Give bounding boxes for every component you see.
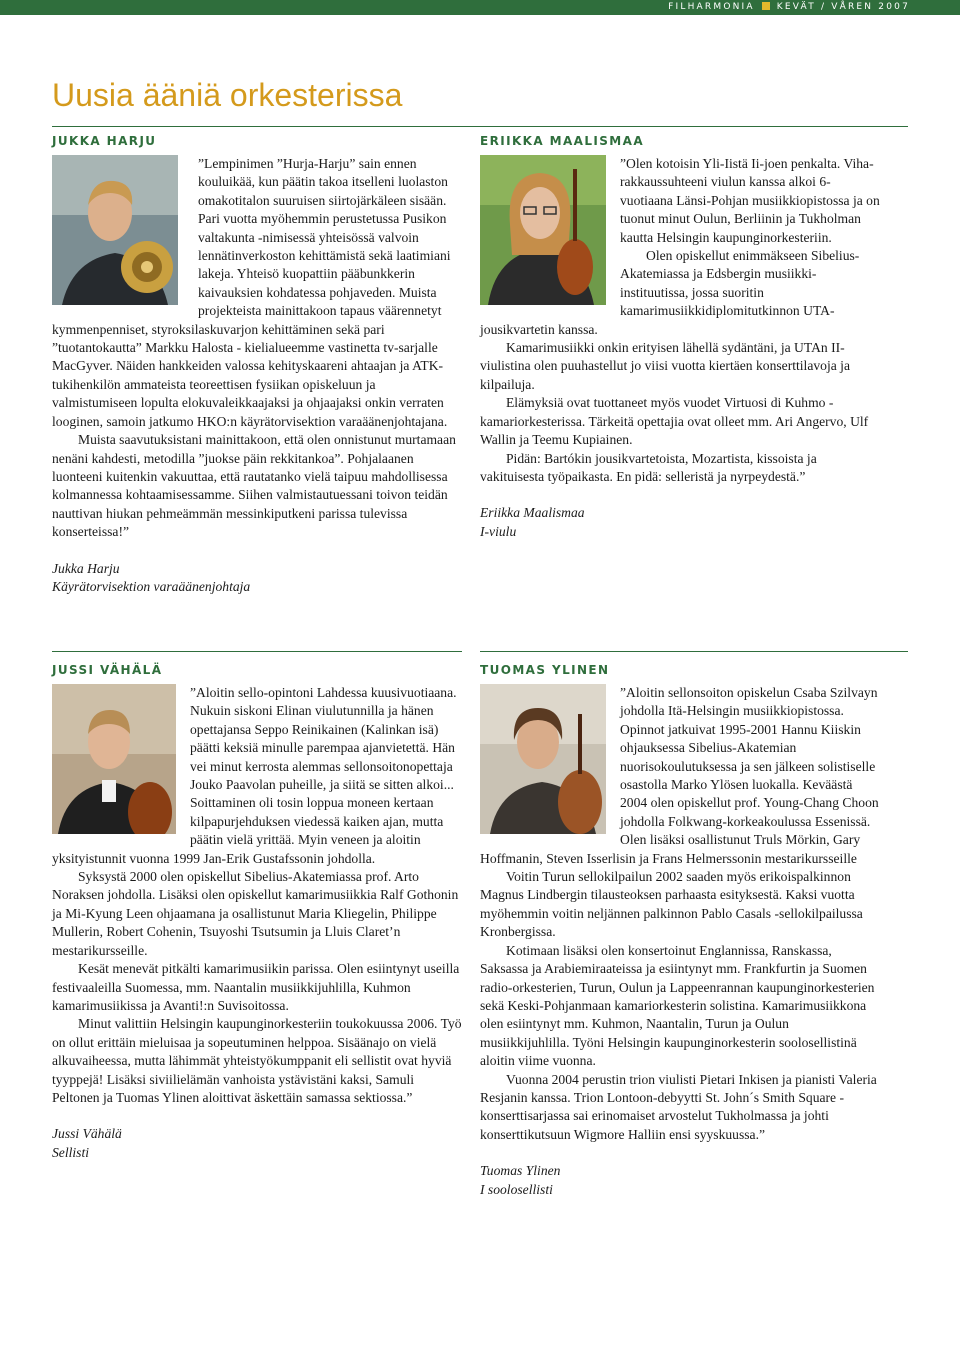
page-title: Uusia ääniä orkesterissa (52, 77, 403, 113)
paragraph: Vuonna 2004 perustin trion viulisti Pietari Inkisen ja pianisti Valeria Resjanin kanssa. Trion Lontoon-debyytti St. John´s Smith Square -konserttisarjassa sai erinomaiset arvostelut Tukholmassa ja johti konserttikutsuun Wigmore Halliin ensi syyskuussa.” (480, 1071, 877, 1142)
section-heading: JUKKA HARJU (52, 134, 157, 148)
signature-role: I-viulu (480, 523, 517, 539)
issue-label: KEVÄT / VÅREN 2007 (776, 2, 910, 12)
separator-square-icon (762, 2, 770, 10)
signature-name: Jukka Harju (52, 560, 120, 576)
header-text (668, 1, 910, 14)
paragraph: Minut valittiin Helsingin kaupunginorkesteriin toukokuussa 2006. Työ on ollut erittäin mieluisaa ja sopeutuminen helppoa. Sisäänajo on vielä alkuvaiheessa, mutta lähimmät yhteistyökumppanit eli sellistit ovat hyviä tyyppejä! Lisäksi siviilielämän vanhoista ystävistäni kaksi, Samuli Peltonen ja Tuomas Ylinen aloittivat äskettäin samassa sektiossa.” (52, 1016, 462, 1105)
paragraph: ”Aloitin sello-opintoni Lahdessa kuusivuotiaana. Nukuin siskoni Elinan viulutunnilla ja hänen opettajansa Seppo Reinikainen (Kalinkan isä) päätti keksiä minulle parempaa ajanvietettä. Hän vei minut kerrosta alemmas sellonsoitonopettaja Jouko Paavolan puheille, ja siitä se sitten alkoi... Soittaminen oli tosin loppua moneen kertaan kilpapurjehduksen viedessä kaiken ajan, mutta päätin vielä yrittää. Myin veneen ja aloitin yksityistunnit vuonna 1999 Jan-Erik Gustafssonin johdolla. (52, 685, 457, 866)
paragraph: Olen opiskellut enimmäkseen Sibelius-Akatemiassa ja Edsbergin musiikki-instituutissa, jossa suoritin kamarimusiikkidiplomitutkinnon UTA-jousikvartetin kanssa. (480, 248, 860, 337)
signature-name: Jussi Vähälä (52, 1126, 122, 1142)
signature (52, 560, 462, 597)
title-divider (52, 126, 908, 127)
publication-name: FILHARMONIA (668, 2, 755, 12)
article-tuomas-ylinen (480, 662, 880, 1199)
paragraph: Pidän: Bartókin jousikvartetoista, Mozartista, kissoista ja vakituisesta työpaikasta. En pidä: selleristä ja nyrpeydestä.” (480, 450, 817, 484)
paragraph: ”Lempinimen ”Hurja-Harju” sain ennen kouluikää, kun päätin takoa itselleni luolaston omakotitalon suuruisen siirtojärkäleen sisään. Pari vuotta myöhemmin perustetussa Pusikon valtakunta -nimisessä yhteisössä valvoin lennätinverkoston kehittämistä sekä laatimiani lakeja. Yhteisö kuopattiin pääbunkkerin kaivauksien kohdatessa pohjaveden. Muista projekteista mainittakoon tapaus väärennetyt kymmenpenniset, styroksilaskuvarjon kehittäminen sekä pari ”tuotantokautta” Markku Halosta - kielialueemme vastinetta tv-sarjalle MacGyver. Näiden hankkeiden valossa kehityskaareni ahtaajan ja ATK-tukihenkilön ammateista teoreettisen fysiikan opiskeluun ja valmistumiseen lopulta elokuvaleikkaajaksi ja ohjaajaksi onkin verraten looginen, samoin jatkumo HKO:n käyrätorvisektion varaäänenjohtajana. (52, 156, 451, 429)
portrait-photo (52, 684, 176, 834)
portrait-cellist-image (480, 684, 606, 834)
header-bar (0, 0, 960, 15)
signature (52, 1125, 462, 1162)
portrait-photo (480, 684, 606, 834)
article-jukka-harju (52, 133, 462, 596)
paragraph: ”Olen kotoisin Yli-Iistä Ii-joen penkalta. Viha-rakkaussuhteeni viulun kanssa alkoi 6-vuotiaana Länsi-Pohjan musiikkiopistossa ja on tuonut minut Oulun, Berliinin ja Tukholman kautta Helsingin kaupunginorkesteriin. (620, 156, 880, 245)
portrait-photo (480, 155, 606, 305)
paragraph: Kotimaan lisäksi olen konsertoinut Englannissa, Ranskassa, Saksassa ja Arabiemiraateissa ja esiintynyt mm. Frankfurtin ja Suomen radio-orkesterien, Turun, Oulun ja Lappeenrannan kaupunginorkesterien sekä Keski-Pohjanmaan kamariorkesterin solistina. Kamarimusiikkona olen esiintynyt mm. Kuhmon, Naantalin, Turun ja Oulun musiikkijuhlilla. Työni Helsingin kaupunginorkesterin soolosellistinä aloitin viime vuonna. (480, 942, 875, 1069)
portrait-cellist-image (52, 684, 176, 834)
portrait-horn-player-image (52, 155, 178, 305)
section-divider-right (480, 651, 908, 652)
section-divider-left (52, 651, 462, 652)
signature-role: Sellisti (52, 1144, 90, 1160)
signature-role: Käyrätorvisektion varaäänenjohtaja (52, 578, 251, 594)
section-heading: TUOMAS YLINEN (480, 663, 610, 677)
paragraph: Kamarimusiikki onkin erityisen lähellä sydäntäni, ja UTAn II-viulistina olen puuhastellut jo viisi vuotta kiertäen konserttilavoja ja kilpailuja. (480, 340, 850, 392)
article-jussi-vahala (52, 662, 462, 1162)
paragraph: Muista saavutuksistani mainittakoon, että olen onnistunut murtamaan nenäni kahdesti, metodilla ”juokse päin rekkitankoa”. Pohjalaanen luonteeni kuitenkin vakuuttaa, että rautatanko vielä taipuu mahdollisessa kolmannessa kohtaamisessamme. Siihen valmistautuessani toivon teidän nauttivan hiukan pehmeämmän messinkiputkeni parissa tulevissa konserteissa!” (52, 432, 456, 540)
paragraph: ”Aloitin sellonsoiton opiskelun Csaba Szilvayn johdolla Itä-Helsingin musiikkiopistossa. Opinnot jatkuivat 1995-2001 Hannu Kiiskin ohjauksessa Sibelius-Akatemian nuorisokoulutuksessa ja sen jälkeen solistiselle osastolla Marko Ylösen luokalla. Keväästä 2004 olen opiskellut prof. Young-Chang Choon johdolla Folkwang-korkeakoulussa Essenissä. Olen lisäksi osallistunut Truls Mörkin, Gary Hoffmanin, Steven Isserlisin ja Frans Helmerssonin mestarikursseille (480, 685, 879, 866)
paragraph: Syksystä 2000 olen opiskellut Sibelius-Akatemiassa prof. Arto Noraksen johdolla. Lisäksi olen opiskellut kamarimusiikkia Ralf Gothonin ja Mi-Kyung Leen ohjaamana ja osallistunut Maria Kliegelin, Philippe Mullerin, Robert Cohenin, Tsuyoshi Tsutsumin ja Lluis Claret’n mestarikursseille. (52, 869, 459, 958)
signature (480, 504, 880, 541)
section-heading: ERIIKKA MAALISMAA (480, 134, 645, 148)
paragraph: Kesät menevät pitkälti kamarimusiikin parissa. Olen esiintynyt useilla festivaaleilla Suomessa, mm. Naantalin musiikkijuhlilla, Kuhmon kamarimusiikissa ja Avanti!:n Suvisoitossa. (52, 961, 460, 1013)
portrait-violinist-image (480, 155, 606, 305)
section-heading: JUSSI VÄHÄLÄ (52, 663, 163, 677)
paragraph: Elämyksiä ovat tuottaneet myös vuodet Virtuosi di Kuhmo -kamariorkesterissa. Tärkeitä opettajia ovat olleet mm. Ari Angervo, Ulf Wallin ja Teemu Kupiainen. (480, 395, 869, 448)
paragraph: Voitin Turun sellokilpailun 2002 saaden myös erikoispalkinnon Magnus Lindbergin tilausteoksen parhaasta esityksestä. Kaksi vuotta myöhemmin voitin neljännen palkinnon Pablo Casals -sellokilpailussa Kronbergissa. (480, 869, 863, 940)
signature (480, 1162, 880, 1199)
article-eriikka-maalismaa (480, 133, 880, 541)
signature-role: I soolosellisti (480, 1181, 553, 1197)
signature-name: Eriikka Maalismaa (480, 505, 585, 521)
portrait-photo (52, 155, 178, 305)
signature-name: Tuomas Ylinen (480, 1163, 561, 1179)
